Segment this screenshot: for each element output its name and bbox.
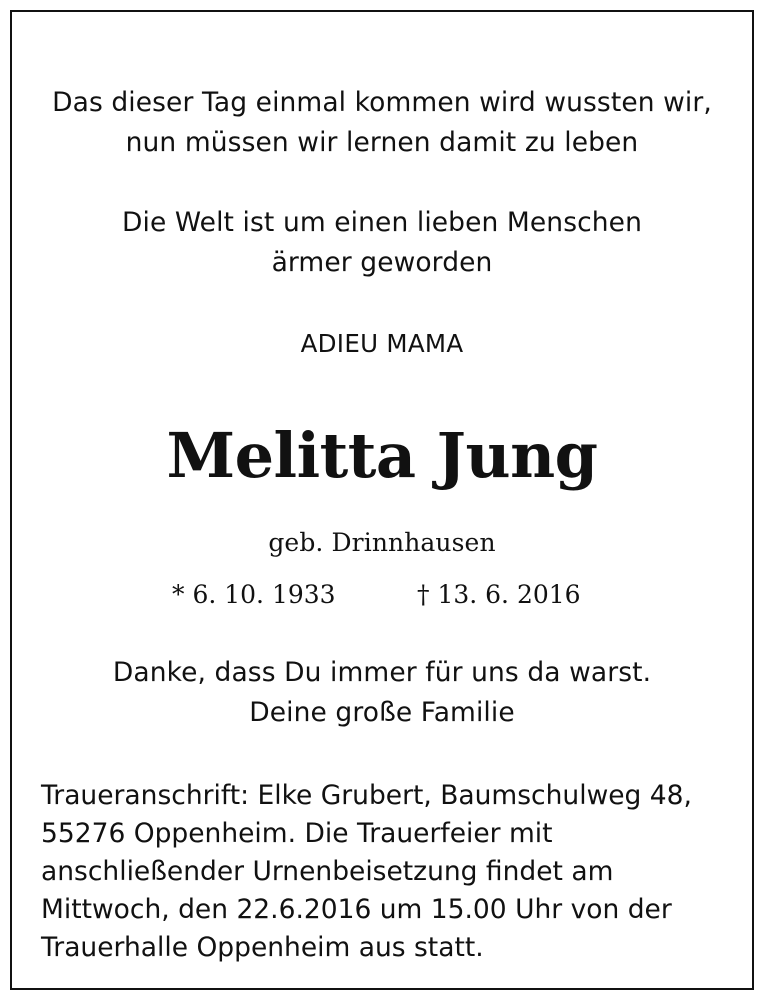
address-line: 55276 Oppenheim. Die Trauerfeier mit <box>41 818 553 849</box>
verse-line: nun müssen wir lernen damit zu leben <box>125 127 639 158</box>
farewell-text: ADIEU MAMA <box>300 329 464 358</box>
address-line: anschließender Urnenbeisetzung findet am <box>41 856 614 887</box>
funeral-address-block <box>41 776 741 966</box>
thanks-line: Danke, dass Du immer für uns da warst. <box>112 657 652 688</box>
birth-name: geb. Drinnhausen <box>268 528 496 557</box>
verse-line: ärmer geworden <box>271 247 493 278</box>
death-date: † 13. 6. 2016 <box>417 580 581 609</box>
verse-line: Die Welt ist um einen lieben Menschen <box>122 207 642 238</box>
verse-line: Das dieser Tag einmal kommen wird wussten wir, <box>52 87 712 118</box>
address-line: Trauerhalle Oppenheim aus statt. <box>41 932 484 963</box>
deceased-name: Melitta Jung <box>166 419 598 492</box>
family-signature: Deine große Familie <box>249 697 515 728</box>
obituary-notice <box>12 12 752 988</box>
obituary-notice-frame <box>10 10 754 990</box>
address-line: Mittwoch, den 22.6.2016 um 15.00 Uhr von der <box>41 894 672 925</box>
life-dates <box>12 566 752 609</box>
address-line: Traueranschrift: Elke Grubert, Baumschulweg 48, <box>41 780 692 811</box>
birth-date: * 6. 10. 1933 <box>172 580 336 609</box>
